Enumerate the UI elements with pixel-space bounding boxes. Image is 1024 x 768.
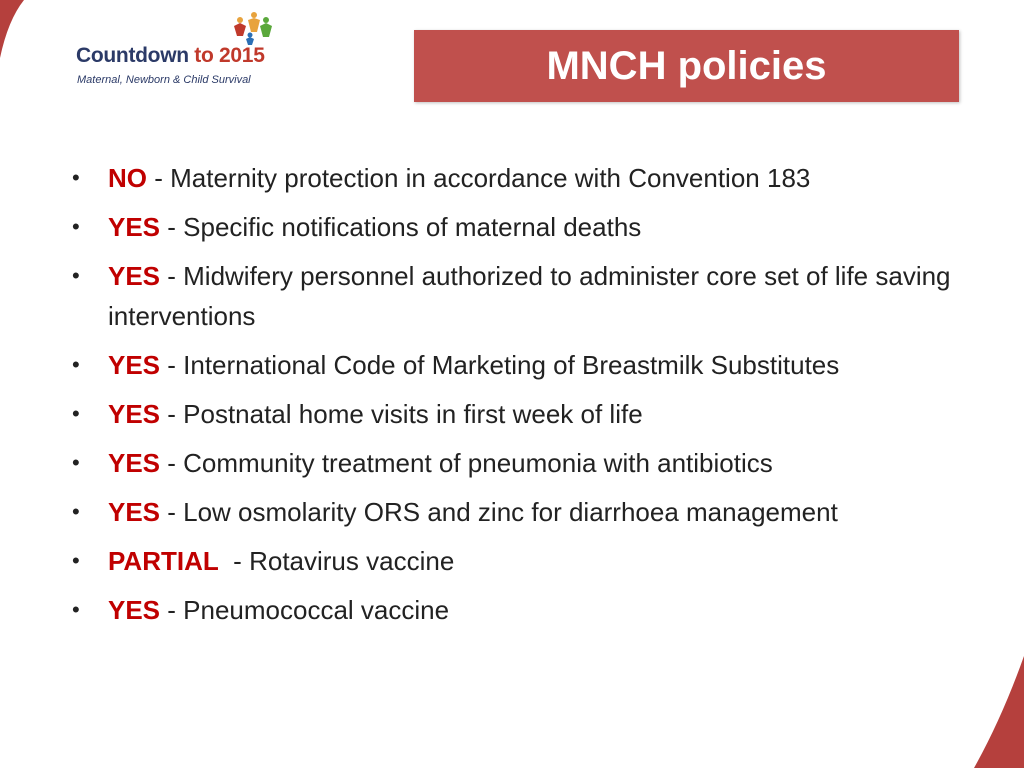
logo-title-main: Countdown [76, 44, 195, 67]
policy-status: YES [108, 399, 161, 429]
policy-separator: - [160, 399, 184, 429]
policy-separator: - [147, 163, 171, 193]
slide-title: MNCH policies [414, 30, 959, 102]
bullet-icon: • [72, 450, 80, 475]
corner-decoration-bottom-right [968, 656, 1024, 768]
policy-item [72, 492, 982, 532]
logo-title-accent: to 2015 [194, 44, 265, 67]
policy-status: YES [108, 261, 161, 291]
policy-separator: - [160, 212, 184, 242]
policy-separator: - [160, 497, 184, 527]
policy-text: Midwifery personnel authorized to administer core set of life saving interventions [108, 261, 951, 331]
people-figures-icon [226, 10, 286, 46]
policy-separator: - [160, 350, 184, 380]
policy-item [72, 256, 982, 336]
bullet-icon: • [72, 401, 80, 426]
corner-decoration-top-left [0, 0, 30, 60]
bullet-icon: • [72, 548, 80, 573]
countdown-logo [74, 10, 304, 90]
bullet-icon: • [72, 263, 80, 288]
bullet-icon: • [72, 214, 80, 239]
logo-subtitle: Maternal, Newborn & Child Survival [77, 74, 251, 86]
policy-status: NO [108, 163, 147, 193]
policy-separator: - [218, 546, 250, 576]
bullet-icon: • [72, 352, 80, 377]
policy-item [72, 158, 982, 198]
policy-text: Maternity protection in accordance with Convention 183 [170, 163, 811, 193]
policy-text: Community treatment of pneumonia with antibiotics [183, 448, 773, 478]
policy-status: PARTIAL [108, 546, 219, 576]
policy-status: YES [108, 212, 161, 242]
logo-title [76, 44, 265, 68]
policy-text: Postnatal home visits in first week of life [183, 399, 643, 429]
bullet-icon: • [72, 165, 80, 190]
policy-text: Specific notifications of maternal deaths [183, 212, 642, 242]
policy-separator: - [160, 595, 184, 625]
policy-status: YES [108, 497, 161, 527]
policy-item [72, 207, 982, 247]
policy-text: Low osmolarity ORS and zinc for diarrhoea management [183, 497, 838, 527]
policy-list [72, 158, 982, 639]
bullet-icon: • [72, 597, 80, 622]
policy-item [72, 443, 982, 483]
policy-text: Pneumococcal vaccine [183, 595, 450, 625]
policy-text: International Code of Marketing of Breastmilk Substitutes [183, 350, 840, 380]
policy-text: Rotavirus vaccine [249, 546, 455, 576]
bullet-icon: • [72, 499, 80, 524]
policy-status: YES [108, 448, 161, 478]
policy-item [72, 394, 982, 434]
policy-separator: - [160, 448, 184, 478]
policy-separator: - [160, 261, 184, 291]
policy-status: YES [108, 350, 161, 380]
policy-item [72, 345, 982, 385]
policy-status: YES [108, 595, 161, 625]
policy-item [72, 590, 982, 630]
policy-item [72, 541, 982, 581]
